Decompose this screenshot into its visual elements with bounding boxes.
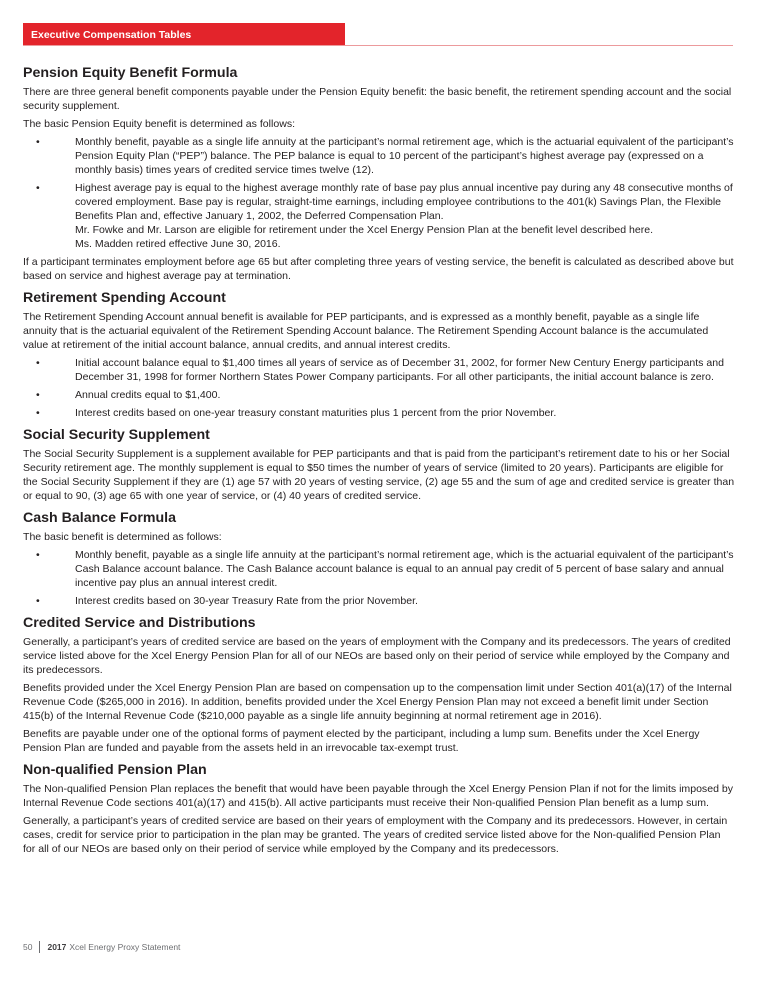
section-social-security xyxy=(23,426,735,503)
bullet-icon: • xyxy=(36,407,40,419)
section-credited-service xyxy=(23,614,735,755)
section-heading: Non-qualified Pension Plan xyxy=(23,762,207,778)
bullet-icon: • xyxy=(36,357,40,369)
paragraph: Benefits are payable under one of the optional forms of payment elected by the participant, including a lump sum. Benefits under the Xcel Energy Pension Plan are funded and payable from the assets held in an irrevocable tax-exempt trust. xyxy=(23,728,700,754)
list-item-text: Ms. Madden retired effective June 30, 2016. xyxy=(75,238,281,250)
list-item-text: Initial account balance equal to $1,400 times all years of service as of December 31, 2002, for former New Century Energy participants and December 31, 1998 for former Northern States Power Company participants. For all other participants, the initial account balance is zero. xyxy=(75,357,724,383)
paragraph: The basic Pension Equity benefit is determined as follows: xyxy=(23,118,296,130)
section-heading: Pension Equity Benefit Formula xyxy=(23,65,238,81)
list-item xyxy=(23,135,735,177)
list-item xyxy=(23,388,735,402)
bullet-icon: • xyxy=(36,549,40,561)
page-number: 50 xyxy=(23,942,33,952)
bullet-icon: • xyxy=(36,389,40,401)
bullet-icon: • xyxy=(36,136,40,148)
bullet-icon: • xyxy=(36,595,40,607)
footer-divider xyxy=(39,941,40,953)
page-footer xyxy=(23,941,180,953)
paragraph: The Social Security Supplement is a supplement available for PEP participants and that is paid from the participant’s retirement date to his or her Social Security retirement age. The monthly supplement is equal to $50 times the number of years of service (limited to 20 years). Participants are eligible for the Social Security Supplement if they are (1) age 57 with 20 years of vesting service, (2) age 55 and the sum of age and credited service is greater than or equal to 90, (3) age 65 with one year of service, or (4) 40 years of credited service. xyxy=(23,448,735,502)
list-item-text: Interest credits based on one-year treasury constant maturities plus 1 percent from the prior November. xyxy=(75,407,557,419)
paragraph: Generally, a participant’s years of credited service are based on their years of employment with the Company and its predecessors. However, in certain cases, credit for service prior to participation in the plan may be granted. The years of credited service listed above for the Non-qualified Pension Plan for all of our NEOs are based only on their period of service while employed by the Company and its predecessors. xyxy=(23,815,728,855)
section-header-label: Executive Compensation Tables xyxy=(31,29,192,41)
paragraph: The Non-qualified Pension Plan replaces the benefit that would have been payable through the Xcel Energy Pension Plan if not for the limits imposed by Internal Revenue Code sections 401(a)(17) and 415(b). All active participants must receive their Non-qualified Pension Plan benefit as a lump sum. xyxy=(23,783,734,809)
paragraph: There are three general benefit components payable under the Pension Equity benefit: the basic benefit, the retirement spending account and the social security supplement. xyxy=(23,86,732,112)
section-cash-balance xyxy=(23,509,735,608)
paragraph: If a participant terminates employment before age 65 but after completing three years of vesting service, the benefit is calculated as described above but based on service and highest average pay at termination. xyxy=(23,256,734,282)
section-heading: Credited Service and Distributions xyxy=(23,615,256,631)
paragraph: Generally, a participant’s years of credited service are based on the years of employment with the Company and its predecessors. The years of credited service listed above for the Xcel Energy Pension Plan for all of our NEOs are based only on their period of service while employed by the Company and its predecessors. xyxy=(23,636,731,676)
list-item-text: Interest credits based on 30-year Treasury Rate from the prior November. xyxy=(75,595,418,607)
bullet-list xyxy=(23,356,735,420)
paragraph: Benefits provided under the Xcel Energy Pension Plan are based on compensation up to the compensation limit under Section 401(a)(17) of the Internal Revenue Code ($265,000 in 2016). In addition, benefits provided under the Xcel Energy Pension Plan may not exceed a benefit limit under Section 415(b) of the Internal Revenue Code ($210,000 payable as a single life annuity beginning at normal retirement age in 2016). xyxy=(23,682,732,722)
bullet-icon: • xyxy=(36,182,40,194)
bullet-list xyxy=(23,548,735,608)
footer-year: 2017 xyxy=(47,942,67,952)
list-item-text: Monthly benefit, payable as a single life annuity at the participant’s normal retirement age, which is the actuarial equivalent of the participant’s Cash Balance account balance. The Cash Balance account balance is equal to an annual pay credit of 5 percent of base salary and annual incentive pay plus an annual interest credit. xyxy=(75,549,734,589)
list-item xyxy=(23,548,735,590)
paragraph: The Retirement Spending Account annual benefit is available for PEP participants, and is expressed as a monthly benefit, payable as a single life annuity that is the actuarial equivalent of the Retirement Spending Account balance. The Retirement Spending Account balance is the accumulated value at retirement of the initial account balance, annual credits, and annual interest credits. xyxy=(23,311,709,351)
document-body xyxy=(23,64,735,862)
bullet-list xyxy=(23,135,735,251)
list-item-text: Annual credits equal to $1,400. xyxy=(75,389,221,401)
section-pension-equity xyxy=(23,64,735,283)
list-item xyxy=(23,181,735,251)
header-divider xyxy=(23,45,733,46)
section-heading: Retirement Spending Account xyxy=(23,290,226,306)
list-item xyxy=(23,594,735,608)
section-nonqualified-pension xyxy=(23,761,735,856)
list-item xyxy=(23,406,735,420)
section-heading: Cash Balance Formula xyxy=(23,510,176,526)
section-header-tab xyxy=(23,23,345,46)
list-item xyxy=(23,356,735,384)
list-item-text: Mr. Fowke and Mr. Larson are eligible for retirement under the Xcel Energy Pension Plan at the benefit level described here. xyxy=(75,224,654,236)
paragraph: The basic benefit is determined as follows: xyxy=(23,531,222,543)
list-item-text: Highest average pay is equal to the highest average monthly rate of base pay plus annual incentive pay during any 48 consecutive months of covered employment. Base pay is regular, straight-time earnings, including employee contributions to the 401(k) Savings Plan, the Flexible Benefits Plan and, effective January 1, 2002, the Deferred Compensation Plan. xyxy=(75,182,733,222)
footer-document-title: Xcel Energy Proxy Statement xyxy=(69,942,181,952)
list-item-text: Monthly benefit, payable as a single life annuity at the participant’s normal retirement age, which is the actuarial equivalent of the participant’s Pension Equity Plan (“PEP”) balance. The PEP balance is equal to 10 percent of the participant’s highest average pay (expressed on a monthly basis) times years of credited service times twelve (12). xyxy=(75,136,734,176)
section-heading: Social Security Supplement xyxy=(23,427,210,443)
section-retirement-spending xyxy=(23,289,735,420)
